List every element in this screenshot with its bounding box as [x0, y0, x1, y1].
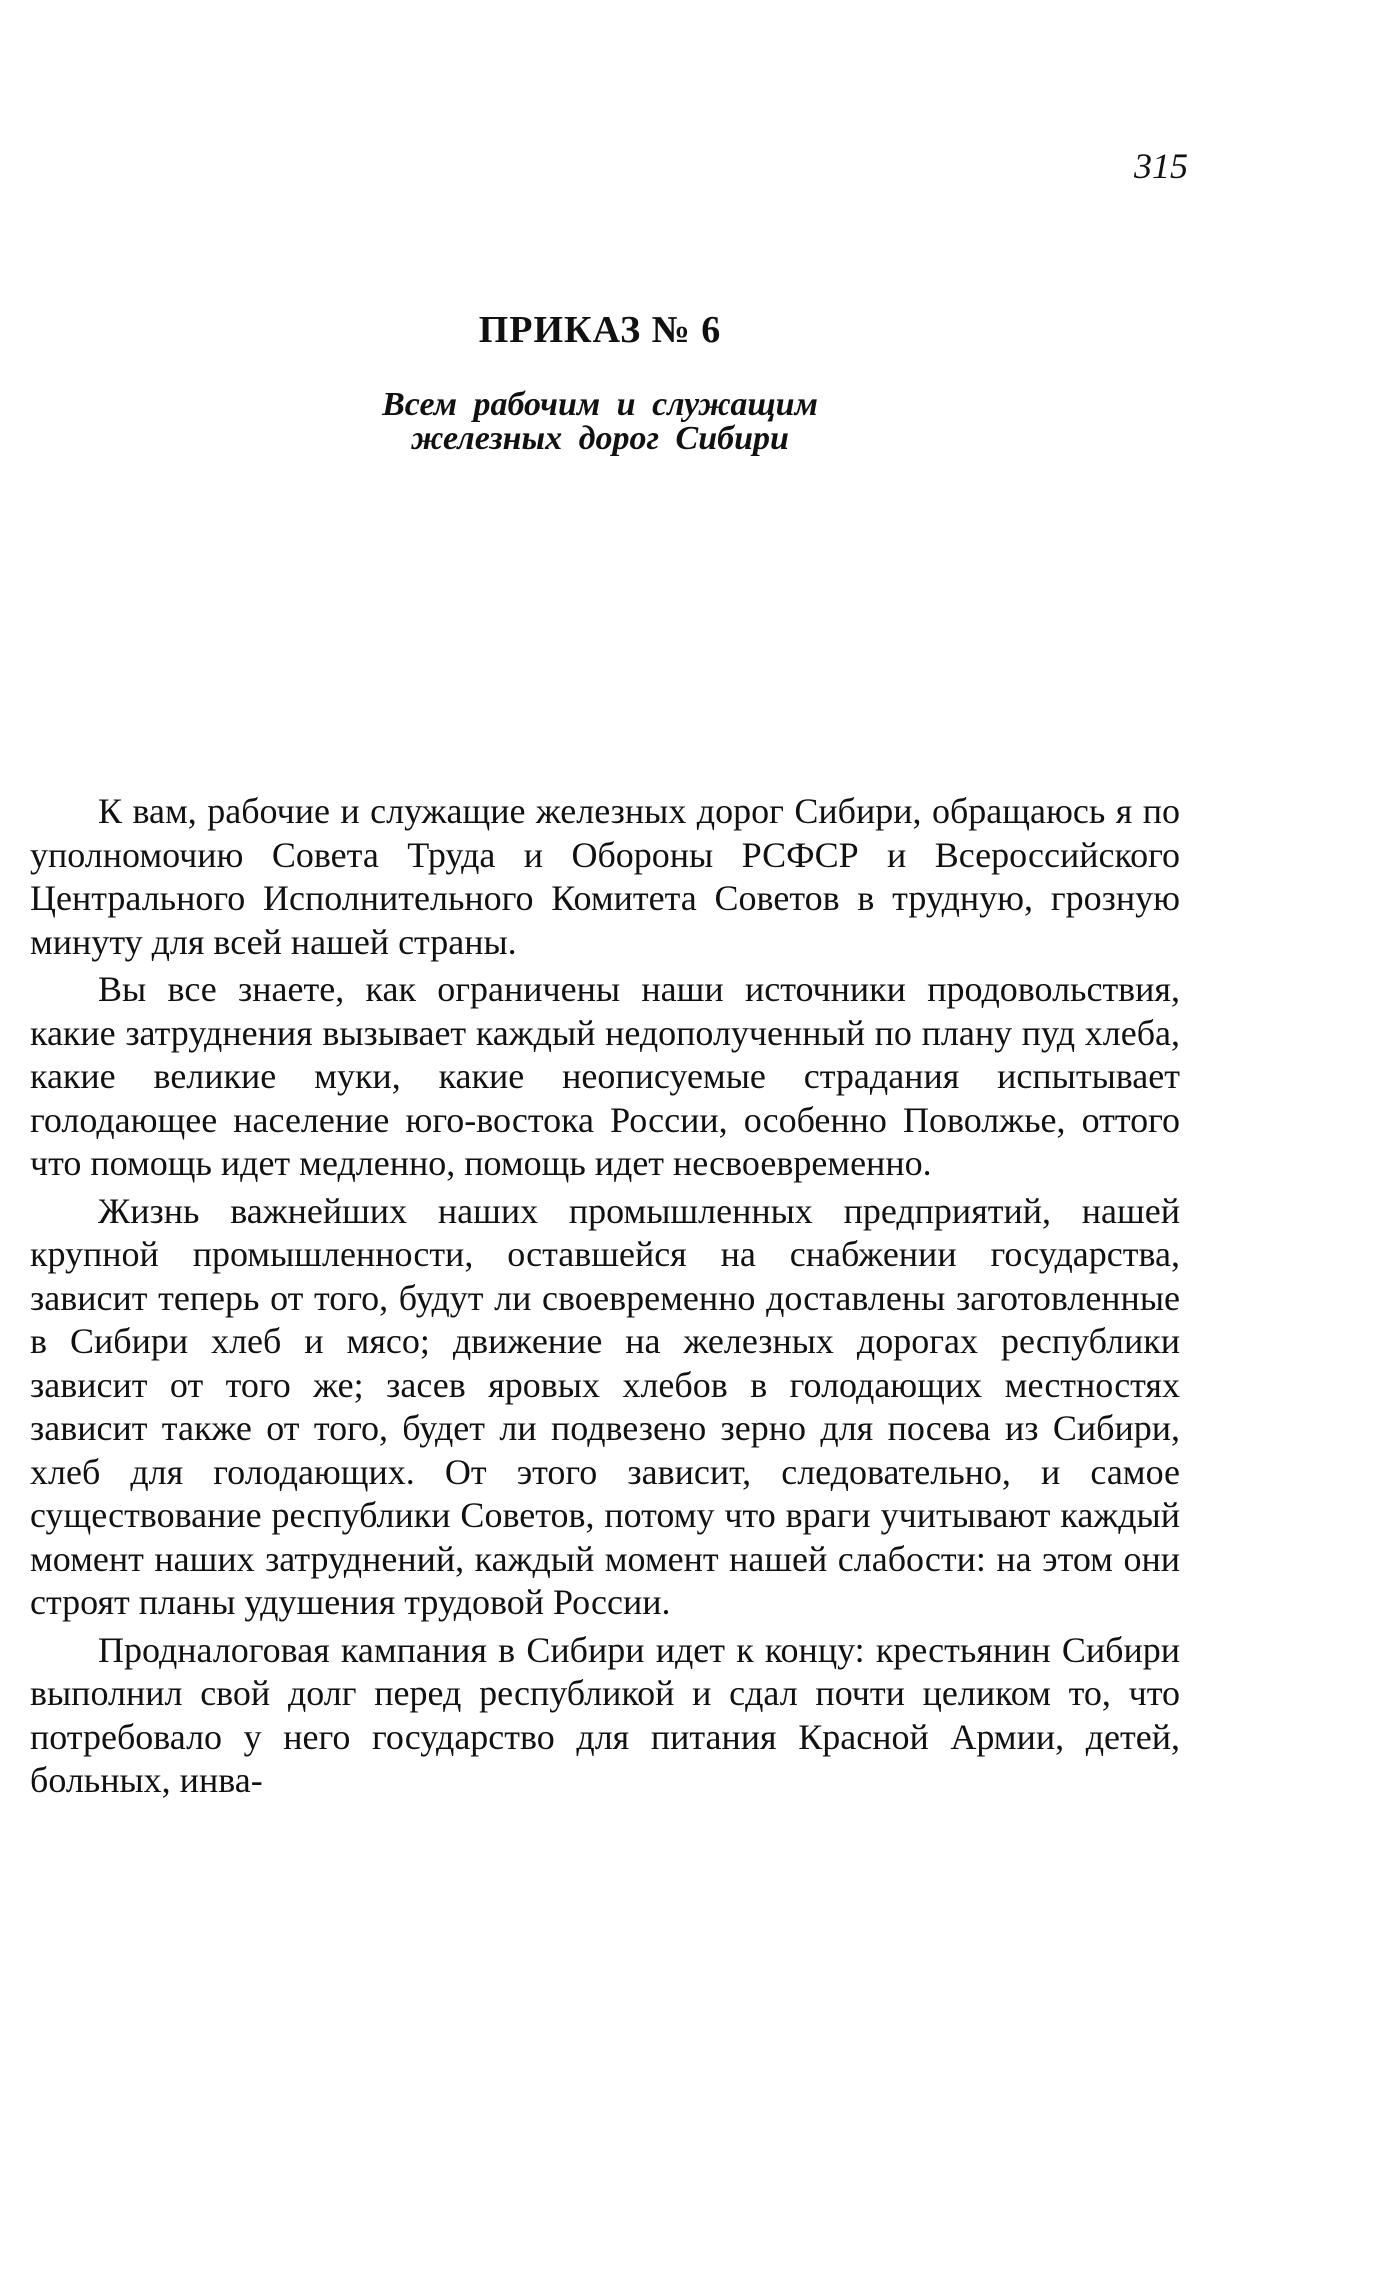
subtitle-line-2: железных дорог Сибири [411, 420, 789, 457]
paragraph: Вы все знаете, как ограничены наши источники продовольствия, какие затруднения вызывает каждый недополученный по плану пуд хлеба, какие великие муки, какие неописуемые страдания испытывает голодающее население юго-востока России, особенно Поволжье, оттого что помощь идет медленно, помощь идет несвоевременно. [30, 969, 1180, 1183]
document-subtitle [0, 388, 1200, 456]
body-text [30, 790, 1180, 1807]
document-title: ПРИКАЗ № 6 [478, 309, 722, 351]
paragraph: Продналоговая кампания в Сибири идет к концу: крестьянин Сибири выполнил свой долг перед республикой и сдал почти целиком то, что потребовало у него государство для питания Красной Армии, детей, больных, инва- [30, 1629, 1180, 1800]
paragraph: Жизнь важнейших наших промышленных предприятий, нашей крупной промышленности, оставшейся на снабжении государства, зависит теперь от того, будут ли своевременно доставлены заготовленные в Сибири хлеб и мясо; движение на железных дорогах республики зависит от того же; засев яровых хлебов в голодающих местностях зависит также от того, будет ли подвезено зерно для посева из Сибири, хлеб для голодающих. От этого зависит, следовательно, и самое существование республики Советов, потому что враги учитывают каждый момент наших затруднений, каждый момент нашей слабости: на этом они строят планы удушения трудовой России. [30, 1190, 1180, 1622]
paragraph: К вам, рабочие и служащие железных дорог Сибири, обращаюсь я по уполномочию Совета Труда и Обороны РСФСР и Всероссийского Центрального Исполнительного Комитета Советов в трудную, грозную минуту для всей нашей страны. [30, 791, 1180, 962]
subtitle-line-1: Всем рабочим и служащим [382, 386, 818, 423]
page-number: 315 [1134, 146, 1188, 186]
